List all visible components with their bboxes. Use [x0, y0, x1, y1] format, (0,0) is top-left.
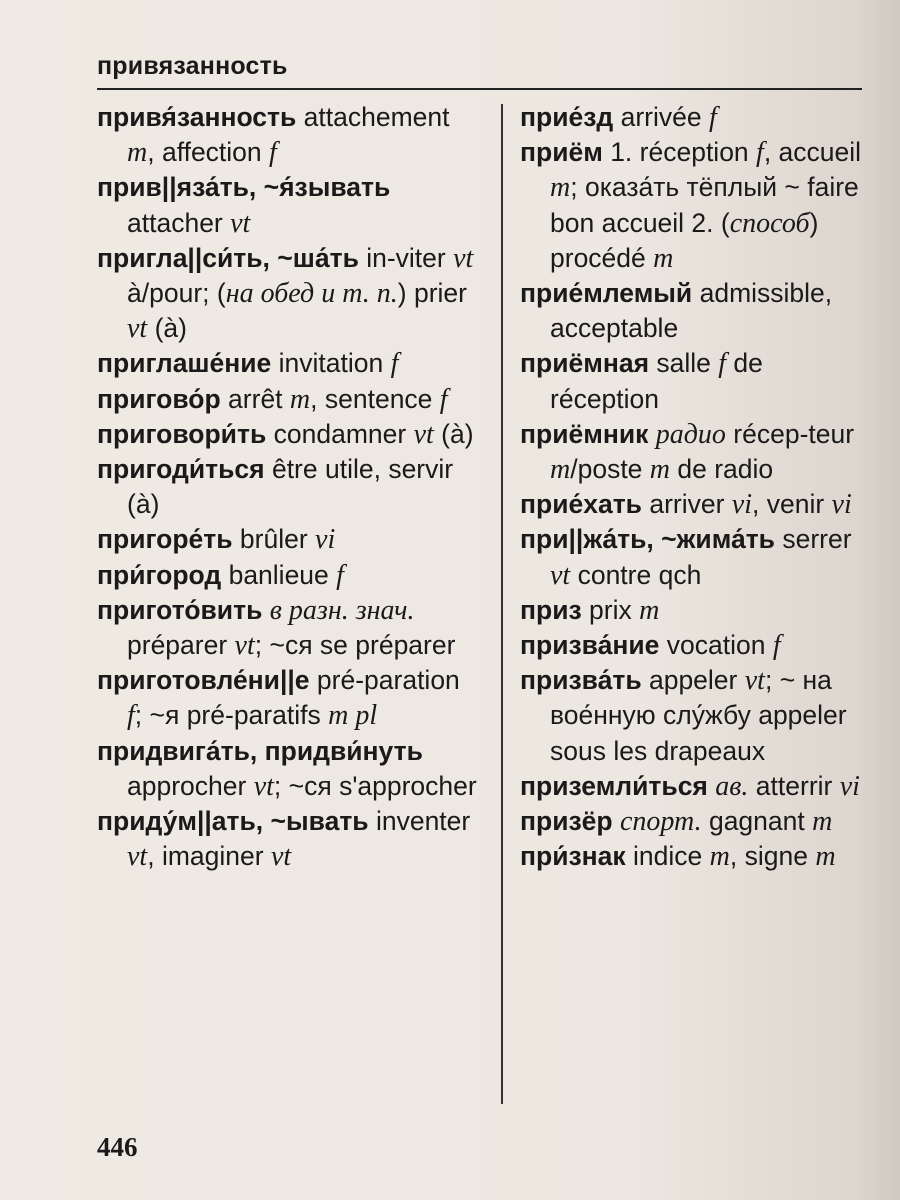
dictionary-entry: [97, 170, 482, 240]
entry-headword: приёмник: [520, 418, 649, 449]
dictionary-entry: [97, 522, 482, 557]
entry-text: in-viter: [358, 242, 454, 273]
entry-text: , affection: [147, 137, 270, 168]
entry-label: vt: [453, 242, 474, 274]
entry-text: ) prier: [397, 278, 467, 309]
entry-label: m: [709, 841, 730, 873]
entry-headword: привя́занность: [97, 102, 297, 132]
entry-text: ; ~ на вое́нную слу́жбу appeler sous les drapeaux: [550, 665, 847, 766]
entry-text: arrivée: [613, 102, 709, 132]
dictionary-entry: [97, 417, 482, 452]
entry-text: brûler: [232, 524, 316, 555]
entry-headword: при́город: [97, 559, 222, 590]
entry-label: m pl: [328, 700, 378, 732]
entry-label: vi: [831, 489, 852, 521]
dictionary-entry: [520, 100, 870, 135]
entry-text: vocation: [659, 630, 773, 661]
entry-text: arrêt: [220, 383, 290, 414]
entry-headword: приговори́ть: [97, 418, 267, 449]
entry-label: способ: [729, 207, 810, 239]
entry-label: f: [718, 348, 727, 380]
entry-label: m: [550, 454, 571, 486]
dictionary-entry: [97, 804, 482, 874]
entry-label: vt: [744, 665, 765, 697]
entry-headword: приду́м||ать, ~ывать: [97, 806, 369, 837]
entry-label: ав.: [715, 770, 749, 802]
entry-text: indice: [625, 841, 710, 872]
entry-headword: приглаше́ние: [97, 348, 272, 379]
entry-headword: прие́зд: [520, 102, 614, 132]
dictionary-entry: [97, 100, 482, 170]
entry-text: atterrir: [748, 770, 840, 801]
entry-text: , signe: [729, 841, 816, 872]
entry-text: attacher: [127, 207, 231, 238]
entry-text: pré-paration: [309, 665, 460, 696]
entry-label: спорт.: [619, 806, 702, 838]
entry-headword: прив||яза́ть, ~я́зывать: [97, 172, 391, 203]
dictionary-entry: [520, 346, 870, 416]
dictionary-entry: [97, 241, 482, 347]
entry-headword: приз: [520, 594, 582, 625]
entry-text: attachement: [296, 102, 450, 132]
page-number: 446: [97, 1132, 138, 1162]
entry-headword: приземли́ться: [520, 770, 708, 801]
entry-label: f: [439, 383, 448, 415]
entry-text: ; ~ся s'approcher: [273, 770, 477, 801]
entry-text: invitation: [271, 348, 391, 379]
entry-label: f: [269, 137, 277, 169]
entry-label: f: [127, 700, 135, 732]
entry-text: préparer: [127, 630, 235, 661]
entry-label: vt: [270, 841, 292, 873]
entry-text: condamner: [266, 418, 414, 449]
entry-label: vi: [315, 524, 336, 556]
entry-label: vt: [127, 841, 148, 873]
entry-label: m: [550, 172, 571, 204]
dictionary-entry: [520, 628, 870, 663]
entry-text: , venir: [752, 489, 832, 520]
entry-text: inventer: [368, 806, 471, 837]
entry-label: в разн. знач.: [269, 594, 415, 626]
entry-text: de réception: [550, 348, 763, 414]
entry-text: approcher: [127, 770, 254, 801]
left-column: [97, 100, 482, 874]
entry-label: m: [815, 841, 836, 873]
entry-headword: при||жа́ть, ~жима́ть: [520, 524, 775, 555]
entry-text: gagnant: [701, 806, 813, 837]
entry-label: vt: [127, 313, 148, 345]
dictionary-entry: [520, 769, 870, 804]
dictionary-entry: [520, 487, 870, 522]
entry-text: ; оказа́ть тёплый ~ faire bon accueil 2. (: [550, 172, 859, 238]
dictionary-entry: [520, 593, 870, 628]
entry-label: f: [708, 102, 717, 133]
dictionary-entry: [520, 417, 870, 487]
entry-label: vt: [234, 630, 255, 662]
dictionary-entry: [520, 276, 870, 346]
entry-label: m: [127, 137, 148, 169]
entry-text: /poste: [570, 454, 650, 485]
entry-headword: призва́ние: [520, 630, 660, 661]
entry-headword: прие́хать: [520, 489, 642, 520]
entry-label: m: [649, 454, 671, 486]
entry-text: à/pour; (: [127, 278, 226, 309]
entry-headword: придвига́ть, придви́нуть: [97, 735, 423, 766]
entry-headword: пригоди́ться: [97, 454, 265, 485]
header-rule: [97, 88, 862, 90]
entry-text: banlieue: [221, 559, 337, 590]
entry-text: [648, 419, 655, 449]
dictionary-entry: [97, 593, 482, 663]
entry-headword: пригла||си́ть, ~ша́ть: [97, 242, 359, 273]
entry-label: m: [289, 383, 311, 415]
dictionary-entry: [520, 663, 870, 769]
entry-headword: прие́млемый: [520, 278, 693, 309]
entry-label: m: [653, 242, 674, 274]
entry-headword: пригово́р: [97, 383, 221, 414]
entry-text: [613, 806, 620, 836]
entry-label: f: [772, 630, 781, 662]
running-head: привязанность: [97, 52, 288, 80]
entry-text: ; ~ся se préparer: [254, 630, 456, 661]
right-column: [520, 100, 870, 874]
entry-text: salle: [649, 348, 719, 379]
entry-text: , sentence: [310, 383, 440, 414]
entry-label: радио: [655, 418, 726, 450]
dictionary-entry: [97, 558, 482, 593]
entry-label: vt: [230, 207, 251, 239]
entry-text: ; ~я pré-paratifs: [134, 700, 329, 731]
entry-label: на обед и т. п.: [225, 278, 398, 310]
entry-text: admissible, acceptable: [550, 278, 833, 344]
entry-text: arriver: [641, 489, 732, 520]
entry-label: vt: [253, 770, 274, 802]
column-divider: [501, 104, 503, 1104]
entry-headword: пригото́вить: [97, 594, 263, 625]
entry-text: être utile, servir (à): [127, 454, 454, 520]
entry-headword: приём: [520, 137, 603, 168]
entry-headword: призва́ть: [520, 665, 642, 696]
entry-text: appeler: [641, 665, 745, 696]
entry-label: vt: [550, 559, 571, 591]
entry-text: ) procédé: [550, 207, 819, 273]
dictionary-entry: [97, 346, 482, 381]
entry-headword: приёмная: [520, 348, 650, 379]
entry-text: (à): [147, 313, 187, 344]
entry-headword: приготовле́ни||е: [97, 665, 310, 696]
entry-headword: при́знак: [520, 841, 626, 872]
dictionary-entry: [97, 382, 482, 417]
entry-label: vt: [413, 418, 434, 450]
dictionary-entry: [520, 522, 870, 592]
entry-text: (à): [433, 418, 474, 449]
dictionary-entry: [520, 839, 870, 874]
entry-text: prix: [581, 594, 640, 625]
entry-label: m: [812, 806, 833, 838]
entry-text: [262, 595, 269, 625]
entry-headword: призёр: [520, 806, 613, 837]
dictionary-entry: [97, 734, 482, 804]
entry-text: récep-teur: [725, 418, 855, 449]
dictionary-entry: [97, 663, 482, 733]
entry-label: vi: [839, 770, 860, 802]
entry-text: 1. réception: [602, 137, 757, 168]
entry-text: de radio: [670, 454, 774, 485]
entry-text: , accueil: [763, 137, 862, 168]
dictionary-entry: [520, 804, 870, 839]
entry-label: f: [390, 348, 399, 380]
entry-text: contre qch: [570, 559, 702, 590]
entry-label: vi: [731, 489, 753, 521]
entry-text: , imaginer: [147, 841, 271, 872]
entry-text: serrer: [774, 524, 852, 555]
entry-label: f: [336, 559, 344, 591]
entry-label: f: [756, 137, 764, 169]
dictionary-entry: [97, 452, 482, 522]
entry-label: m: [639, 594, 660, 626]
entry-headword: пригоре́ть: [97, 524, 233, 555]
dictionary-entry: [520, 135, 870, 276]
